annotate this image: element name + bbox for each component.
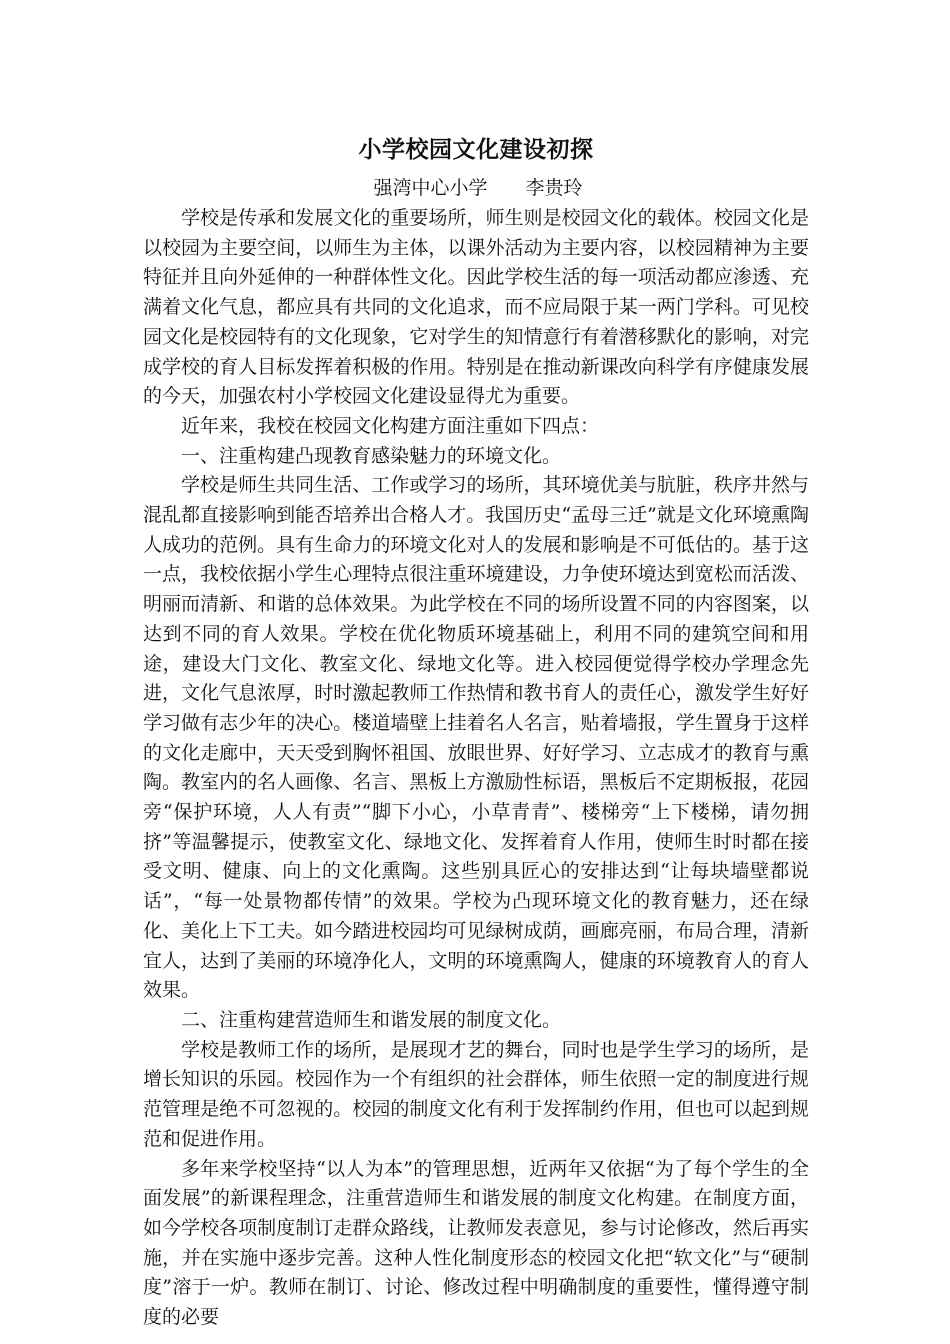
document-page (143, 128, 809, 1333)
paragraph-intro: 学校是传承和发展文化的重要场所，师生则是校园文化的载体。校园文化是以校园为主要空间，以师生为主体，以课外活动为主要内容，以校园精神为主要特征并且向外延伸的一种群体性文化。因此学校生活的每一项活动都应渗透、充满着文化气息，都应具有共同的文化追求，而不应局限于某一两门学科。可见校园文化是校园特有的文化现象，它对学生的知情意行有着潜移默化的影响，对完成学校的育人目标发挥着积极的作用。特别是在推动新课改向科学有序健康发展的今天，加强农村小学校园文化建设显得尤为重要。 (143, 207, 809, 408)
school-name: 强湾中心小学 (373, 177, 488, 199)
section-heading-1: 一、注重构建凸现教育感染魅力的环境文化。 (181, 444, 562, 467)
paragraph-system-1: 学校是教师工作的场所，是展现才艺的舞台，同时也是学生学习的场所，是增长知识的乐园。校园作为一个有组织的社会群体，师生依照一定的制度进行规范管理是绝不可忽视的。校园的制度文化有利于发挥制约作用，但也可以起到规范和促进作用。 (143, 1038, 809, 1150)
paragraph-environment: 学校是师生共同生活、工作或学习的场所，其环境优美与肮脏，秩序井然与混乱都直接影响到能否培养出合格人才。我国历史“孟母三迁”就是文化环境熏陶人成功的范例。具有生命力的环境文化对人的发展和影响是不可低估的。基于这一点，我校依据小学生心理特点很注重环境建设，力争使环境达到宽松而活泼、明丽而清新、和谐的总体效果。为此学校在不同的场所设置不同的内容图案，以达到不同的育人效果。学校在优化物质环境基础上，利用不同的建筑空间和用途，建设大门文化、教室文化、绿地文化等。进入校园便觉得学校办学理念先进，文化气息浓厚，时时激起教师工作热情和教书育人的责任心，激发学生好好学习做有志少年的决心。楼道墙壁上挂着名人名言，贴着墙报，学生置身于这样的文化走廊中，天天受到胸怀祖国、放眼世界、好好学习、立志成才的教育与熏陶。教室内的名人画像、名言、黑板上方激励性标语，黑板后不定期板报，花园旁“保护环境，人人有责”“脚下小心，小草青青”、楼梯旁“上下楼梯，请勿拥挤”等温馨提示，使教室文化、绿地文化、发挥着育人作用，使师生时时都在接受文明、健康、向上的文化熏陶。这些别具匠心的安排达到“让每块墙壁都说话”，“每一处景物都传情”的效果。学校为凸现环境文化的教育魅力，还在绿化、美化上下工夫。如今踏进校园均可见绿树成荫，画廊亮丽，布局合理，清新宜人，达到了美丽的环境净化人，文明的环境熏陶人，健康的环境教育人的育人效果。 (143, 474, 809, 1002)
document-title: 小学校园文化建设初探 (358, 136, 594, 163)
paragraph-system-2: 多年来学校坚持“以人为本”的管理思想，近两年又依据“为了每个学生的全面发展”的新课程理念，注重营造师生和谐发展的制度文化构建。在制度方面，如今学校各项制度制订走群众路线，让教师发表意见，参与讨论修改，然后再实施，并在实施中逐步完善。这种人性化制度形态的校园文化把“软文化”与“硬制度”溶于一炉。教师在制订、讨论、修改过程中明确制度的重要性，懂得遵守制度的必要 (143, 1157, 809, 1329)
author-name: 李贵玲 (525, 177, 583, 199)
byline (143, 172, 809, 204)
paragraph-overview: 近年来，我校在校园文化构建方面注重如下四点： (181, 414, 600, 437)
section-heading-2: 二、注重构建营造师生和谐发展的制度文化。 (181, 1008, 562, 1031)
